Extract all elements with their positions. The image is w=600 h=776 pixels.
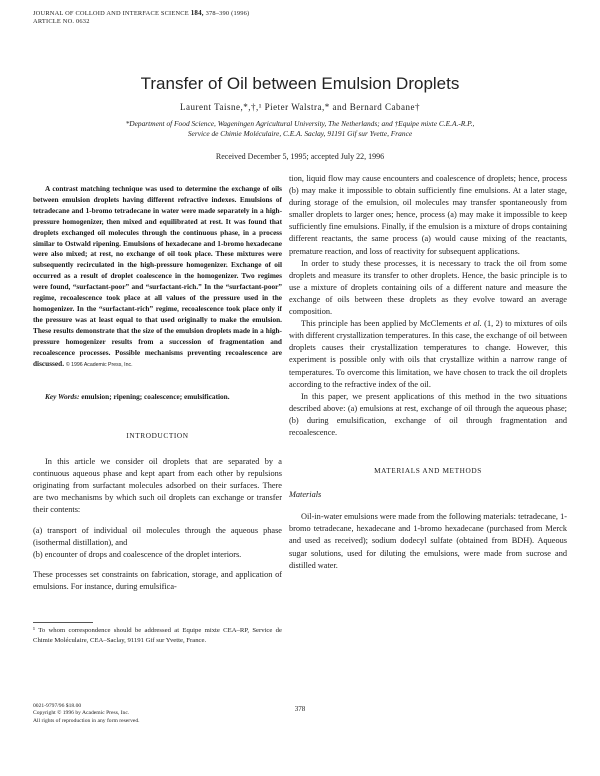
intro-item-a: (a) transport of individual oil molecules through the aqueous phase (isothermal distillation), and <box>33 525 282 547</box>
journal-pages: 378–390 (1996) <box>205 10 250 17</box>
et-al: et al. <box>464 319 482 329</box>
right-paragraph-3-end: (1, 2) to mixtures of oils with different crystallization temperatures. In this case, the exchange of oil between droplets causes their crystallization temperatures to change. However, this experiment is possible only with oils that crystallize within a narrow range of temperatures. To overcome this limitation, we have chosen to track the oil droplets according to the refractive index of the oil. <box>289 319 567 389</box>
right-paragraph-3 <box>289 318 567 391</box>
right-paragraph-3-start: This principle has been applied by McClements <box>301 319 465 329</box>
journal-volume: 184, <box>190 9 204 17</box>
intro-item-b: (b) encounter of drops and coalescence of the droplet interiors. <box>33 549 242 559</box>
keywords <box>45 392 282 403</box>
right-paragraph-4: In this paper, we present applications of this method in the two situations described above: (a) emulsions at rest, exchange of oil through the aqueous phase; (b) during emulsification, exchange of oil through fragmentation and recoalescence. <box>289 391 567 437</box>
introduction-section <box>33 430 282 593</box>
article-title: Transfer of Oil between Emulsion Droplets <box>140 74 460 93</box>
materials-paragraph: Oil-in-water emulsions were made from the following materials: tetradecane, 1-bromo tetradecane, hexadecane and 1-bromo hexadecane (purchased from Merck and used as received); sodium dodecyl sulfate (obtained from BDH). Aqueous sugar solutions, used for diluting the emulsions, were made from sucrose and distilled water. <box>289 512 567 570</box>
journal-citation <box>33 9 249 18</box>
author-list: Laurent Taisne,*,†,¹ Pieter Walstra,* and Bernard Cabane† <box>180 102 420 112</box>
materials-heading: Materials <box>289 490 322 500</box>
footer-line-2: Copyright © 1996 by Academic Press, Inc. <box>33 710 130 717</box>
abstract <box>33 184 282 370</box>
journal-name: JOURNAL OF COLLOID AND INTERFACE SCIENCE <box>33 10 189 17</box>
introduction-heading: INTRODUCTION <box>126 431 189 440</box>
abstract-copyright: © 1996 Academic Press, Inc. <box>65 361 133 368</box>
right-column <box>289 173 567 572</box>
page-number: 378 <box>294 705 306 713</box>
footer-line-3: All rights of reproduction in any form reserved. <box>33 717 140 724</box>
journal-header <box>33 9 249 26</box>
right-paragraph-1: tion, liquid flow may cause encounters and coalescence of droplets; hence, process (b) may make it impossible to obtain sufficiently fine emulsions. At a later stage, during storage of the emulsion, oil molecules may transfer spontaneously from smaller droplets to larger ones; hence, process (a) may make it impossible to keep sufficiently fine emulsions. Finally, if the emulsion is a mixture of drops containing different reactants, the same process (a) would cause mixing of the reactants, premature reaction, and loss of reactivity for subsequent applications. <box>289 174 567 256</box>
methods-heading: MATERIALS AND METHODS <box>374 466 482 476</box>
article-number: ARTICLE NO. 0632 <box>33 18 90 25</box>
keywords-text: emulsion; ripening; coalescence; emulsification. <box>81 392 230 401</box>
intro-paragraph-1: In this article we consider oil droplets that are separated by a continuous aqueous phase and kept apart from each other by repulsions originating from surfactant molecules adsorbed on their surfaces. There are two mechanisms by which such oil droplets can exchange or transfer their contents: <box>33 457 282 515</box>
affiliation-line-1: *Department of Food Science, Wageningen Agricultural University, The Netherlands; and †Equipe mixte C.E.A.-R.P., <box>125 119 475 128</box>
footnote: ¹ To whom correspondence should be addressed at Equipe mixte CEA–RP, Service de Chimie Moléculaire, CEA–Saclay, 91191 Gif sur Yvette, France. <box>33 627 282 644</box>
affiliation-line-2: Service de Chimie Moléculaire, C.E.A. Saclay, 91191 Gif sur Yvette, France <box>187 129 413 138</box>
footnote-rule <box>33 622 93 623</box>
affiliations <box>60 119 540 139</box>
intro-paragraph-2: These processes set constraints on fabrication, storage, and application of emulsions. For instance, during emulsifica- <box>33 569 282 591</box>
received-date: Received December 5, 1995; accepted July 22, 1996 <box>215 152 385 161</box>
right-paragraph-2: In order to study these processes, it is necessary to track the oil from some droplets and measure its transfer to other droplets. Hence, the basic principle is to use a mixture of droplets containing oils of a different nature and measure the exchange of oils between these droplets as they evolve toward an average composition. <box>289 258 567 317</box>
abstract-text: A contrast matching technique was used to determine the exchange of oils between emulsion droplets having different refractive indexes. Emulsions of tetradecane and 1-bromo tetradecane in water were made separately in a high-pressure homogenizer, then mixed and equilibrated at rest. It was found that droplets exchanged oil molecules through the continuous phase, in a process similar to Ostwald ripening. Emulsions of hexadecane and 1-bromo hexadecane were also mixed; at rest, no exchange of oil took place. These mixtures were subsequently recirculated in the high-pressure homogenizer. Exchange of oil occurred as a result of droplet coalescence in the homogenizer. Two regimes were found, “surfactant-poor” and “surfactant-rich.” In the “surfactant-poor” regime, recoalescence took place at all values of the pressure used in the homogenizer. In the “surfactant-rich” regime, recoalescence took place only if the pressure was at least equal to that used originally to make the emulsion. These results demonstrate that the size of the emulsion droplets made in a high-pressure homogenizer results from a succession of fragmentation and recoalescence processes. Possible mechanisms preventing recoalescence are discussed. <box>33 184 282 368</box>
footer-line-1: 0021-9797/96 $18.00 <box>33 703 82 709</box>
keywords-label: Key Words: <box>45 392 80 401</box>
